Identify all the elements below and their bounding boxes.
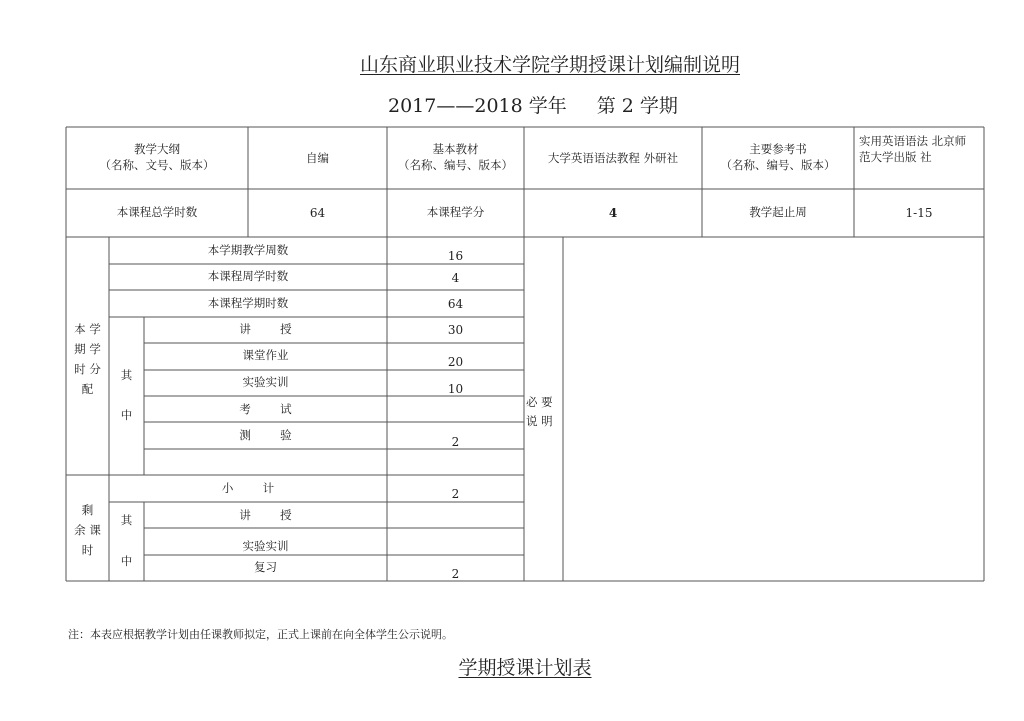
textbook-label-line2: （名称、编号、版本） [398,158,513,172]
allocation-row-value: 2 [451,435,460,449]
remaining-group-label [66,500,109,560]
syllabus-label [66,141,248,173]
allocation-row-value: 20 [447,355,464,369]
allocation-row-label: 本课程周学时数 [207,269,289,283]
allocation-group-label [66,319,109,399]
allocation-row-label: 实验实训 [242,375,289,389]
reference-label-line1: 主要参考书 [749,142,807,156]
footer-note: 注：本表应根据教学计划由任课教师拟定，正式上课前在向全体学生公示说明。 [68,628,453,641]
remaining-group-label-2: 余 课 [74,523,101,537]
syllabus-label-line2: （名称、文号、版本） [99,158,215,172]
syllabus-label-line1: 教学大纲 [134,142,180,156]
remaining-sub-label-1: 其 [120,513,133,527]
allocation-row-label: 讲 授 [239,322,292,336]
weeks-value: 1-15 [905,206,933,220]
textbook-label-line1: 基本教材 [432,142,479,156]
remaining-row-label: 复习 [254,560,277,574]
allocation-group-label-4: 配 [81,382,94,396]
remaining-row-label: 实验实训 [242,539,289,553]
allocation-row-value: 30 [447,323,464,337]
allocation-row-label: 测 验 [239,428,292,442]
allocation-row-value: 10 [447,382,464,396]
reference-label [702,141,854,173]
document-title: 山东商业职业技术学院学期授课计划编制说明 [359,54,740,76]
allocation-row-label: 课堂作业 [242,348,289,362]
allocation-sub-label-1: 其 [120,368,133,382]
weeks-label: 教学起止周 [749,205,807,219]
textbook-label [387,141,524,173]
remaining-row-value: 2 [451,567,460,581]
credits-value: 4 [608,206,618,220]
total-hours-value: 64 [309,206,326,220]
reference-value-line2: 范大学出版 社 [859,150,932,164]
textbook-value: 大学英语语法教程 外研社 [547,151,679,165]
academic-year: 2017——2018 学年 [388,95,567,117]
allocation-group-label-2: 期 学 [74,342,101,356]
allocation-row-value: 16 [447,249,464,263]
remaining-sub-label-2: 中 [120,554,133,568]
allocation-row-value: 64 [447,297,464,311]
required-notes-label-1: 必 要 [526,395,553,409]
reference-value [859,133,966,165]
allocation-row-label: 考 试 [239,402,292,416]
required-notes-label [526,393,553,431]
remaining-row-value: 2 [451,487,460,501]
allocation-row-label: 本课程学期时数 [207,296,289,310]
syllabus-value: 自编 [306,151,329,165]
remaining-group-label-1: 剩 [81,503,94,517]
allocation-row-label: 本学期教学周数 [207,243,289,257]
reference-label-line2: （名称、编号、版本） [720,158,836,172]
allocation-group-label-3: 时 分 [74,362,101,376]
allocation-group-label-1: 本 学 [74,322,101,336]
remaining-group-label-3: 时 [81,543,94,557]
semester: 第 2 学期 [596,95,678,117]
remaining-row-label: 小 计 [221,481,275,495]
allocation-sub-label-2: 中 [120,408,133,422]
required-notes-label-2: 说 明 [526,414,553,428]
credits-label: 本课程学分 [426,205,485,219]
remaining-row-label: 讲 授 [239,508,292,522]
reference-value-line1: 实用英语语法 北京师 [859,134,967,148]
next-section-title: 学期授课计划表 [458,657,592,679]
total-hours-label: 本课程总学时数 [116,205,198,219]
allocation-row-value: 4 [451,271,460,285]
